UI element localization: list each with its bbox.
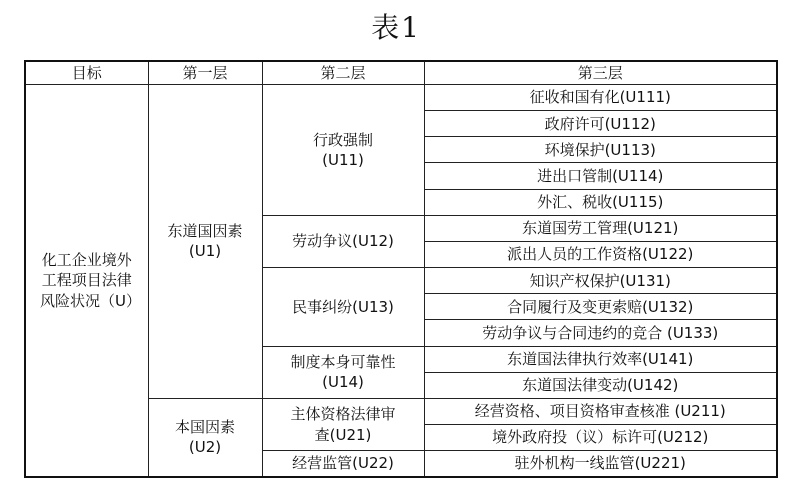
- level2-code: 查(U21): [314, 425, 372, 444]
- level3-cell: 劳动争议与合同违约的竞合 (U133): [424, 320, 777, 346]
- level1-cell-u1: [148, 85, 262, 399]
- table-title: 表1: [371, 11, 421, 44]
- level2-label: 行政强制: [312, 130, 373, 149]
- level3-cell: 合同履行及变更索赔(U132): [424, 294, 777, 320]
- table-row: [25, 85, 777, 111]
- level2-cell-u22: 经营监管(U22): [262, 451, 424, 477]
- level3-cell: 经营资格、项目资格审查核准 (U211): [424, 398, 777, 424]
- level3-cell: 进出口管制(U114): [424, 163, 777, 189]
- level2-cell-u12: 劳动争议(U12): [262, 215, 424, 267]
- level2-label: 主体资格法律审: [290, 405, 396, 424]
- header-goal: 目标: [25, 61, 148, 85]
- level3-cell: 东道国法律执行效率(U141): [424, 346, 777, 372]
- legal-risk-table: [24, 60, 778, 478]
- header-level-2: 第二层: [262, 61, 424, 85]
- level3-cell: 环境保护(U113): [424, 137, 777, 163]
- level1-label: 本国因素: [174, 418, 235, 437]
- level3-cell: 东道国劳工管理(U121): [424, 215, 777, 241]
- level3-cell: 知识产权保护(U131): [424, 268, 777, 294]
- level3-cell: 外汇、税收(U115): [424, 189, 777, 215]
- header-row: [25, 61, 777, 85]
- level1-code: (U1): [188, 242, 222, 261]
- level3-cell: 政府许可(U112): [424, 111, 777, 137]
- level3-cell: 境外政府投（议）标许可(U212): [424, 425, 777, 451]
- header-level-3: 第三层: [424, 61, 777, 85]
- level2-cell-u21: [262, 398, 424, 450]
- level3-cell: 派出人员的工作资格(U122): [424, 241, 777, 267]
- header-level-1: 第一层: [148, 61, 262, 85]
- level1-code: (U2): [188, 438, 222, 457]
- level3-cell: 驻外机构一线监管(U221): [424, 451, 777, 477]
- level2-code: (U14): [322, 373, 364, 392]
- level1-label: 东道国因素: [167, 222, 243, 241]
- level2-label: 制度本身可靠性: [290, 352, 396, 371]
- level2-cell-u11: [262, 85, 424, 216]
- level2-code: (U11): [322, 150, 364, 169]
- level1-cell-u2: [148, 398, 262, 477]
- level3-cell: 征收和国有化(U111): [424, 85, 777, 111]
- level2-cell-u13: 民事纠纷(U13): [262, 268, 424, 346]
- goal-cell: [25, 85, 148, 478]
- goal-text: 化工企业境外工程项目法律风险状况（U）: [40, 251, 141, 310]
- level2-cell-u14: [262, 346, 424, 398]
- level3-cell: 东道国法律变动(U142): [424, 372, 777, 398]
